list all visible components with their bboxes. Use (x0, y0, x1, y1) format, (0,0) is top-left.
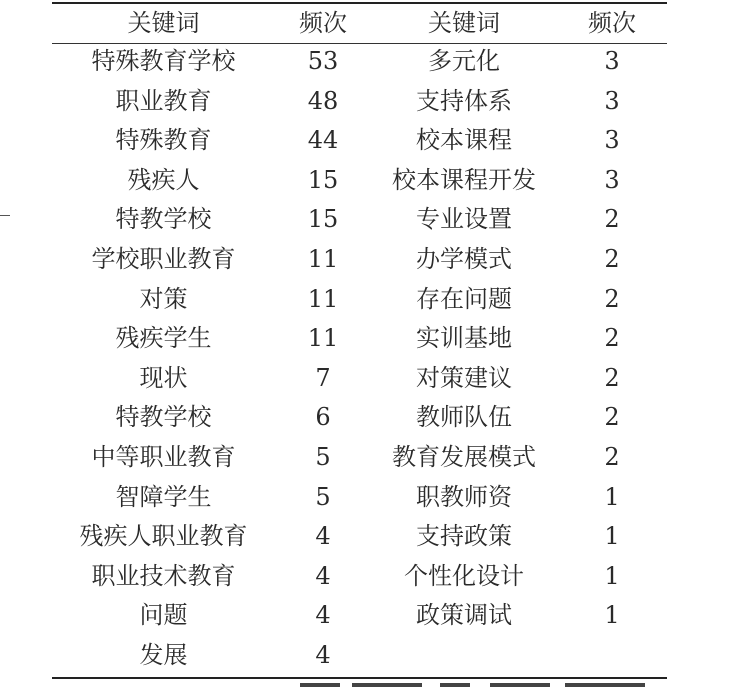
keyword-cell-left: 残疾学生 (115, 324, 212, 353)
table-row (52, 42, 667, 82)
table-bottom-rule (52, 677, 667, 679)
frequency-cell-left: 44 (307, 126, 339, 155)
frequency-cell-left: 6 (315, 403, 331, 432)
keyword-cell-left: 发展 (139, 640, 188, 669)
frequency-cell-right: 1 (604, 601, 620, 630)
keyword-cell-left: 特殊教育 (115, 126, 212, 155)
frequency-cell-left: 5 (315, 482, 331, 511)
frequency-cell-left: 53 (307, 47, 339, 75)
table-row (52, 557, 667, 597)
keyword-cell-left: 中等职业教育 (91, 442, 236, 471)
keyword-cell-right: 办学模式 (416, 244, 512, 273)
keyword-cell-right: 支持体系 (416, 86, 512, 115)
frequency-cell-right: 2 (604, 324, 620, 353)
margin-tick-mark (0, 215, 10, 216)
frequency-cell-right (557, 636, 667, 676)
table-body (52, 42, 667, 676)
cropped-caption-fragment (300, 683, 660, 687)
keyword-cell-right: 专业设置 (416, 205, 512, 234)
table-row (52, 319, 667, 359)
keyword-cell-left: 学校职业教育 (91, 244, 236, 273)
keyword-cell-left: 现状 (139, 363, 188, 392)
table-header-row (52, 4, 667, 42)
frequency-cell-right: 3 (604, 86, 620, 115)
frequency-cell-left: 4 (315, 522, 331, 551)
table-row (52, 280, 667, 320)
frequency-cell-left: 15 (307, 165, 339, 194)
keyword-cell-left: 问题 (139, 601, 188, 630)
table-row (52, 517, 667, 557)
keyword-cell-left: 特教学校 (115, 403, 212, 432)
frequency-cell-right: 1 (604, 561, 620, 590)
table-row (52, 398, 667, 438)
keyword-cell-left: 特殊教育学校 (91, 47, 236, 75)
table-row (52, 240, 667, 280)
table-row (52, 596, 667, 636)
keyword-cell-right: 职教师资 (416, 482, 512, 511)
keyword-cell-right (371, 636, 557, 676)
table-row (52, 438, 667, 478)
header-keyword-2: 关键词 (428, 9, 500, 37)
table-row (52, 121, 667, 161)
frequency-cell-left: 5 (315, 442, 331, 471)
keyword-cell-right: 校本课程开发 (392, 165, 536, 194)
frequency-cell-right: 3 (604, 165, 620, 194)
keyword-cell-right: 支持政策 (416, 522, 512, 551)
header-frequency-2: 频次 (588, 9, 636, 37)
keyword-cell-left: 职业技术教育 (91, 561, 236, 590)
frequency-cell-right: 2 (604, 363, 620, 392)
frequency-cell-right: 2 (604, 284, 620, 313)
table-row (52, 359, 667, 399)
frequency-cell-right: 3 (604, 47, 620, 75)
keyword-cell-left: 特教学校 (115, 205, 212, 234)
keyword-cell-right: 多元化 (428, 47, 500, 75)
frequency-cell-right: 2 (604, 442, 620, 471)
keyword-cell-left: 职业教育 (115, 86, 212, 115)
keyword-cell-right: 实训基地 (416, 324, 512, 353)
keyword-cell-left: 智障学生 (115, 482, 212, 511)
frequency-cell-left: 15 (307, 205, 339, 234)
frequency-cell-right: 2 (604, 244, 620, 273)
frequency-cell-right: 1 (604, 482, 620, 511)
keyword-cell-right: 校本课程 (416, 126, 512, 155)
frequency-cell-left: 11 (307, 324, 339, 353)
frequency-cell-right: 1 (604, 522, 620, 551)
keyword-cell-left: 残疾人 (127, 165, 200, 194)
frequency-cell-left: 4 (315, 640, 331, 669)
keyword-cell-left: 对策 (139, 284, 188, 313)
frequency-cell-left: 7 (315, 363, 331, 392)
table-row (52, 161, 667, 201)
frequency-cell-left: 4 (315, 601, 331, 630)
keyword-cell-right: 教育发展模式 (392, 442, 536, 471)
keyword-cell-right: 个性化设计 (404, 561, 524, 590)
table-row (52, 200, 667, 240)
table-row (52, 82, 667, 122)
keyword-cell-right: 对策建议 (416, 363, 512, 392)
frequency-cell-left: 48 (307, 86, 339, 115)
frequency-cell-left: 11 (307, 284, 339, 313)
keyword-frequency-table (52, 4, 667, 676)
frequency-cell-left: 4 (315, 561, 331, 590)
frequency-cell-right: 2 (604, 205, 620, 234)
keyword-cell-left: 残疾人职业教育 (79, 522, 248, 551)
table-row (52, 636, 667, 676)
frequency-cell-right: 3 (604, 126, 620, 155)
header-keyword-1: 关键词 (127, 9, 200, 37)
keyword-cell-right: 存在问题 (416, 284, 512, 313)
keyword-cell-right: 教师队伍 (416, 403, 512, 432)
header-frequency-1: 频次 (299, 9, 347, 37)
frequency-cell-right: 2 (604, 403, 620, 432)
keyword-cell-right: 政策调试 (416, 601, 512, 630)
frequency-cell-left: 11 (307, 244, 339, 273)
table-row (52, 478, 667, 518)
